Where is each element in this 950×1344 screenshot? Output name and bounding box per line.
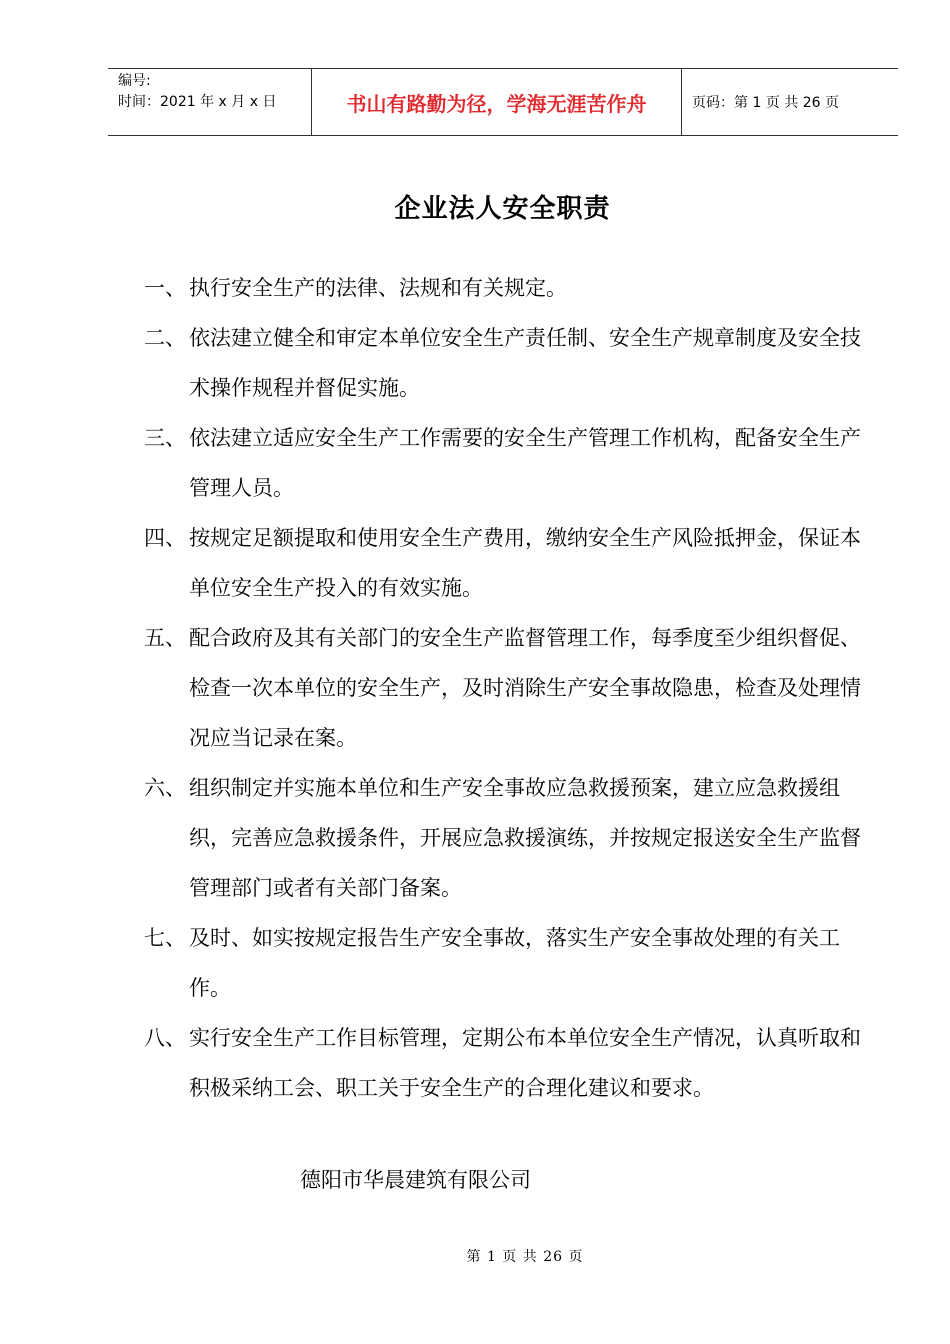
clause-item [144,913,864,1013]
clause-item [144,313,864,413]
page-footer: 第 1 页 共 26 页 [466,1249,584,1265]
clause-text: 执行安全生产的法律、法规和有关规定。 [189,276,567,300]
clause-text: 实行安全生产工作目标管理，定期公布本单位安全生产情况，认真听取和积极采纳工会、职工关于安全生产的合理化建议和要求。 [189,1026,861,1100]
clause-item [144,1013,864,1113]
clause-item [144,513,864,613]
clause-number: 五、 [144,626,186,650]
document-date: 时间：2021 年 x 月 x 日 [118,94,277,110]
clause-number: 二、 [144,326,186,350]
page-header [108,68,898,136]
clause-text: 及时、如实按规定报告生产安全事故，落实生产安全事故处理的有关工作。 [189,926,840,1000]
clause-list [144,263,864,1113]
document-number-label: 编号: [118,73,151,89]
company-signature: 德阳市华晨建筑有限公司 [300,1168,531,1192]
document-title: 企业法人安全职责 [394,194,611,224]
clause-text: 按规定足额提取和使用安全生产费用，缴纳安全生产风险抵押金，保证本单位安全生产投入的有效实施。 [189,526,861,600]
clause-number: 一、 [144,276,186,300]
clause-item [144,263,864,313]
clause-text: 配合政府及其有关部门的安全生产监督管理工作，每季度至少组织督促、检查一次本单位的安全生产，及时消除生产安全事故隐患，检查及处理情况应当记录在案。 [189,626,861,750]
header-motto: 书山有路勤为径，学海无涯苦作舟 [311,69,682,135]
clause-number: 四、 [144,526,186,550]
clause-text: 依法建立健全和审定本单位安全生产责任制、安全生产规章制度及安全技术操作规程并督促实施。 [189,326,861,400]
clause-item [144,613,864,763]
clause-item [144,413,864,513]
clause-text: 依法建立适应安全生产工作需要的安全生产管理工作机构，配备安全生产管理人员。 [189,426,861,500]
header-meta [108,69,311,135]
clause-number: 七、 [144,926,186,950]
clause-number: 六、 [144,776,186,800]
clause-text: 组织制定并实施本单位和生产安全事故应急救援预案，建立应急救援组织，完善应急救援条件，开展应急救援演练，并按规定报送安全生产监督管理部门或者有关部门备案。 [189,776,861,900]
clause-item [144,763,864,913]
header-page-info: 页码：第 1 页 共 26 页 [692,95,839,111]
clause-number: 三、 [144,426,186,450]
clause-number: 八、 [144,1026,186,1050]
